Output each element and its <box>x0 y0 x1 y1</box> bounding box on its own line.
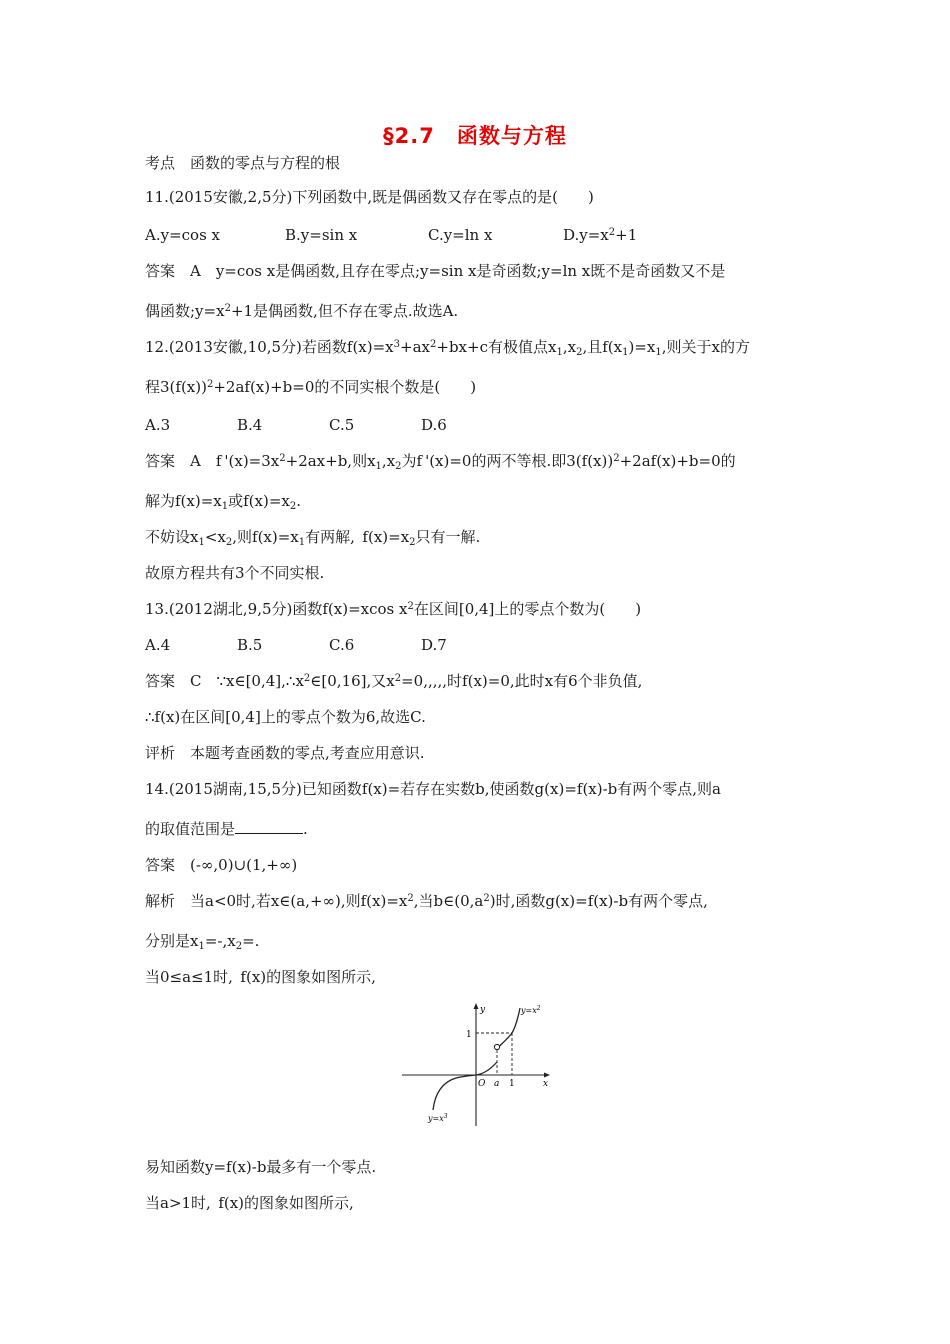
question-14-solution-line1: 解析 当a<0时,若x∈(a,+∞),则$f(x)=x^2$,当$b\in(0,a^2)$时,函数g(x)=f(x)-b有两个零点, <box>145 892 708 910</box>
x-axis-arrow <box>544 1073 550 1078</box>
option-c: C.y=ln x <box>428 226 493 244</box>
option-c: C.6 <box>329 636 355 654</box>
tick-a-label: a <box>494 1079 500 1089</box>
quadratic-curve <box>500 1008 521 1046</box>
question-11-answer-line2: 偶函数$;y=x^2+1$是偶函数,但不存在零点.故选A. <box>145 302 459 320</box>
question-14-solution-line5: 当a>1时, f(x)的图象如图所示, <box>145 1194 354 1212</box>
cubic-label: $y=x^3$ <box>428 1113 448 1123</box>
option-d: D.6 <box>421 416 447 434</box>
tick-1-x-label: 1 <box>509 1079 515 1089</box>
open-endpoint <box>494 1044 499 1049</box>
option-a: A.3 <box>145 416 171 434</box>
option-b: B.4 <box>237 416 263 434</box>
option-d: D.7 <box>421 636 447 654</box>
question-12-stem-line2: 程$3(f(x))^2+2af(x)+b=0$的不同实根个数是( ) <box>145 378 477 396</box>
question-14-answer: 答案 (-∞,0)∪(1,+∞) <box>145 856 298 874</box>
option-b: B.5 <box>237 636 263 654</box>
option-a: A.4 <box>145 636 171 654</box>
section-heading: 考点 函数的零点与方程的根 <box>145 154 341 172</box>
question-11-stem: 11.(2015安徽,2,5分)下列函数中,既是偶函数又存在零点的是( ) <box>145 188 594 206</box>
question-13-answer-line2: ∴f(x)在区间[0,4]上的零点个数为6,故选C. <box>145 708 426 726</box>
page-title: §2.7 函数与方程 <box>383 124 567 148</box>
origin-label: O <box>478 1079 486 1089</box>
option-c: C.5 <box>329 416 355 434</box>
question-14-solution-line2: 分别是$x_1=-,x_2=$. <box>145 932 260 952</box>
question-13-stem: 13.(2012湖北,9,5分)函数f(x)=xcos $x^2$在区间[0,4]上的零点个数为( ) <box>145 600 642 618</box>
question-13-comment: 评析 本题考查函数的零点,考查应用意识. <box>145 744 425 762</box>
option-d: $D.y=x^2+1$ <box>563 226 638 244</box>
question-12-answer-line4: 故原方程共有3个不同实根. <box>145 564 325 582</box>
question-14-stem-line1: 14.(2015湖南,15,5分)已知函数f(x)=若存在实数b,使函数g(x)=f(x)-b有两个零点,则a <box>145 780 721 798</box>
question-13-answer-line1: 答案 C $\because x\in[0,4],\therefore x^2\in[0,16]$,又$x^2=0$,,,,,时f(x)=0,此时x有6个非负值, <box>145 672 643 690</box>
tick-1-y-label: 1 <box>466 1030 472 1040</box>
question-14-stem-line2: 的取值范围是 . <box>145 820 308 838</box>
option-b: B.y=sin x <box>285 226 358 244</box>
y-axis-arrow <box>474 1003 479 1009</box>
question-12-answer-line2: 解为$f(x)=x_1$或$f(x)=x_2$. <box>145 492 302 512</box>
x-axis-label: x <box>543 1079 549 1089</box>
question-12-answer-line1: 答案 A f '$(x)=3x^2+2ax+b$,则$x_1,x_2$为f '(x)=0的两不等根.即$3(f(x))^2+2af(x)+b=0$的 <box>145 452 736 472</box>
function-graph-figure <box>398 1000 558 1128</box>
cubic-curve <box>433 1062 500 1110</box>
question-12-answer-line3: 不妨设$x_1<x_2$,则$f(x)=x_1$有两解, $f(x)=x_2$只有一解. <box>145 528 481 548</box>
question-14-solution-line4: 易知函数y=f(x)-b最多有一个零点. <box>145 1158 377 1176</box>
y-axis-label: y <box>480 1005 486 1015</box>
quadratic-label: $y=x^2$ <box>521 1005 541 1015</box>
question-11-answer-line1: 答案 A y=cos x是偶函数,且存在零点;y=sin x是奇函数;y=ln x既不是奇函数又不是 <box>145 262 726 280</box>
question-14-solution-line3: 当0≤a≤1时, f(x)的图象如图所示, <box>145 968 376 986</box>
question-12-stem-line1: 12.(2013安徽,10,5分)若函数$f(x)=x^3+ax^2+bx+c$有极值点$x_1,x_2$,且$f(x_1)=x_1$,则关于x的方 <box>145 338 750 358</box>
answer-blank <box>235 819 303 834</box>
option-a: A.y=cos x <box>145 226 220 244</box>
